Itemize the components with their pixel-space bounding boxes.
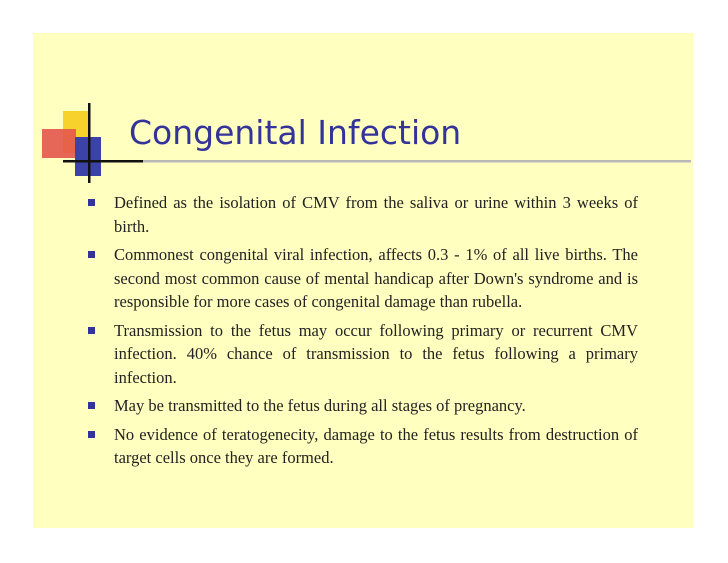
bullet-text: Defined as the isolation of CMV from the saliva or urine within 3 weeks of birth.	[114, 193, 638, 236]
bullet-text: Commonest congenital viral infection, affects 0.3 - 1% of all live births. The second most common cause of mental handicap after Down's syndrome and is responsible for more cases of congenital damage than rubella.	[114, 245, 638, 311]
horizontal-rule-dark	[63, 160, 143, 163]
bullet-item	[88, 191, 638, 238]
slide-title: Congenital Infection	[129, 113, 462, 152]
horizontal-rule-gray	[143, 160, 691, 163]
vertical-rule	[88, 103, 91, 183]
bullet-square-icon	[88, 327, 95, 334]
bullet-item	[88, 319, 638, 390]
bullet-item	[88, 423, 638, 470]
red-square	[42, 129, 76, 158]
bullet-square-icon	[88, 199, 95, 206]
bullet-item	[88, 243, 638, 314]
bullet-list	[88, 191, 638, 475]
bullet-text: May be transmitted to the fetus during all stages of pregnancy.	[114, 396, 526, 415]
bullet-text: No evidence of teratogenecity, damage to the fetus results from destruction of target cells once they are formed.	[114, 424, 638, 467]
bullet-text: Transmission to the fetus may occur following primary or recurrent CMV infection. 40% chance of transmission to the fetus following a primary infection.	[114, 320, 638, 387]
bullet-square-icon	[88, 402, 95, 409]
bullet-item	[88, 394, 638, 418]
bullet-square-icon	[88, 431, 95, 438]
bullet-square-icon	[88, 251, 95, 258]
